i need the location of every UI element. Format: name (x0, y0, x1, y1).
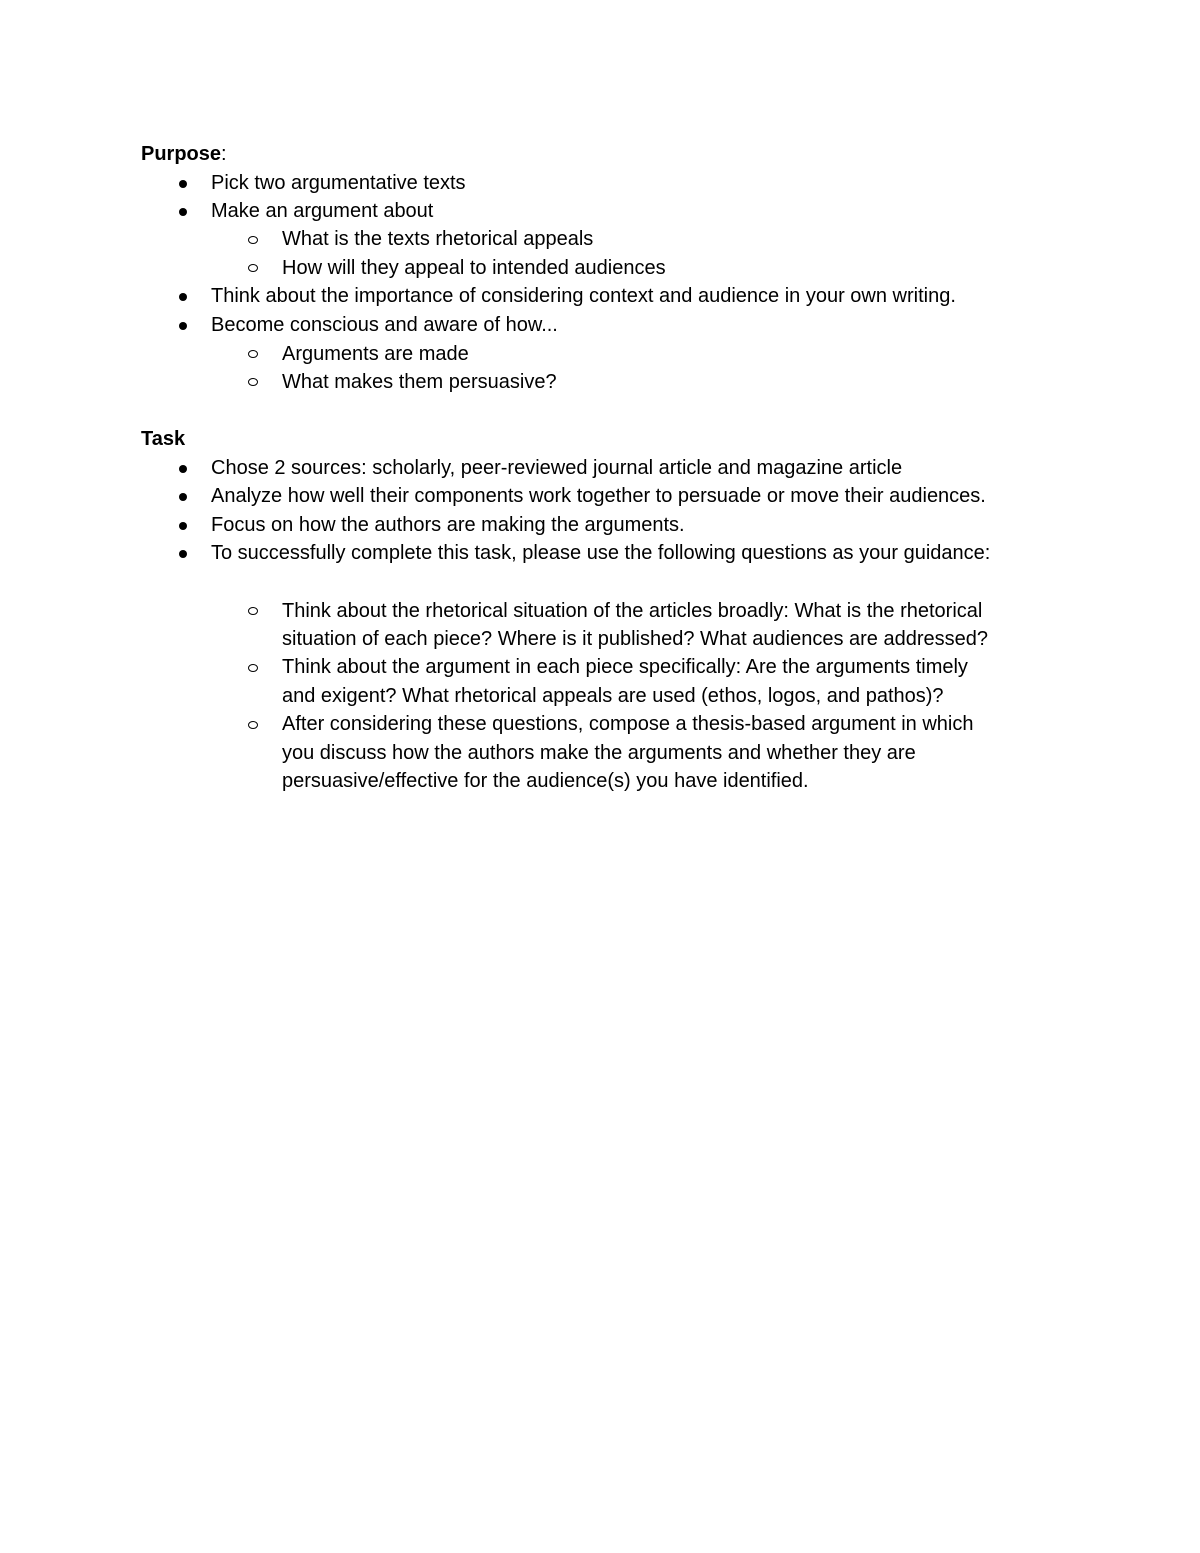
purpose-item-become-conscious: Become conscious and aware of how... (211, 314, 558, 336)
bullet-dot-icon (179, 493, 187, 501)
task-subitem-thesis-line3: persuasive/effective for the audience(s) you have identified. (282, 770, 809, 792)
bullet-dot-icon (179, 293, 187, 301)
task-subitem-rhetorical-situation-line1: Think about the rhetorical situation of the articles broadly: What is the rhetorical (282, 600, 983, 622)
purpose-subitem-persuasive: What makes them persuasive? (282, 371, 557, 393)
bullet-circle-icon (248, 350, 258, 358)
bullet-dot-icon (179, 180, 187, 188)
bullet-circle-icon (248, 378, 258, 386)
task-item-focus: Focus on how the authors are making the arguments. (211, 514, 685, 536)
bullet-dot-icon (179, 522, 187, 530)
bullet-circle-icon (248, 264, 258, 272)
bullet-dot-icon (179, 550, 187, 558)
bullet-dot-icon (179, 465, 187, 473)
purpose-subitem-intended-audiences: How will they appeal to intended audiences (282, 257, 666, 279)
bullet-circle-icon (248, 607, 258, 615)
purpose-subitem-rhetorical-appeals: What is the texts rhetorical appeals (282, 228, 594, 250)
task-item-sources: Chose 2 sources: scholarly, peer-reviewed journal article and magazine article (211, 457, 903, 479)
purpose-item-pick-texts: Pick two argumentative texts (211, 172, 466, 194)
task-subitem-thesis-line2: you discuss how the authors make the arguments and whether they are (282, 742, 916, 764)
purpose-subitem-arguments-made: Arguments are made (282, 343, 469, 365)
task-subitem-argument-line2: and exigent? What rhetorical appeals are used (ethos, logos, and pathos)? (282, 685, 944, 707)
purpose-heading (141, 140, 227, 168)
purpose-item-context-audience: Think about the importance of considering context and audience in your own writing. (211, 285, 956, 307)
task-heading (141, 425, 185, 453)
bullet-dot-icon (179, 322, 187, 330)
task-subitem-argument-line1: Think about the argument in each piece specifically: Are the arguments timely (282, 656, 968, 678)
bullet-circle-icon (248, 236, 258, 244)
purpose-heading-colon: : (221, 143, 227, 165)
task-subitem-rhetorical-situation-line2: situation of each piece? Where is it published? What audiences are addressed? (282, 628, 988, 650)
purpose-item-make-argument: Make an argument about (211, 200, 434, 222)
task-item-guidance: To successfully complete this task, please use the following questions as your guidance: (211, 542, 991, 564)
bullet-dot-icon (179, 208, 187, 216)
task-heading-label: Task (141, 428, 186, 450)
bullet-circle-icon (248, 664, 258, 672)
task-item-analyze: Analyze how well their components work together to persuade or move their audiences. (211, 485, 986, 507)
purpose-heading-label: Purpose (141, 143, 222, 165)
task-subitem-thesis-line1: After considering these questions, compose a thesis-based argument in which (282, 713, 974, 735)
bullet-circle-icon (248, 721, 258, 729)
